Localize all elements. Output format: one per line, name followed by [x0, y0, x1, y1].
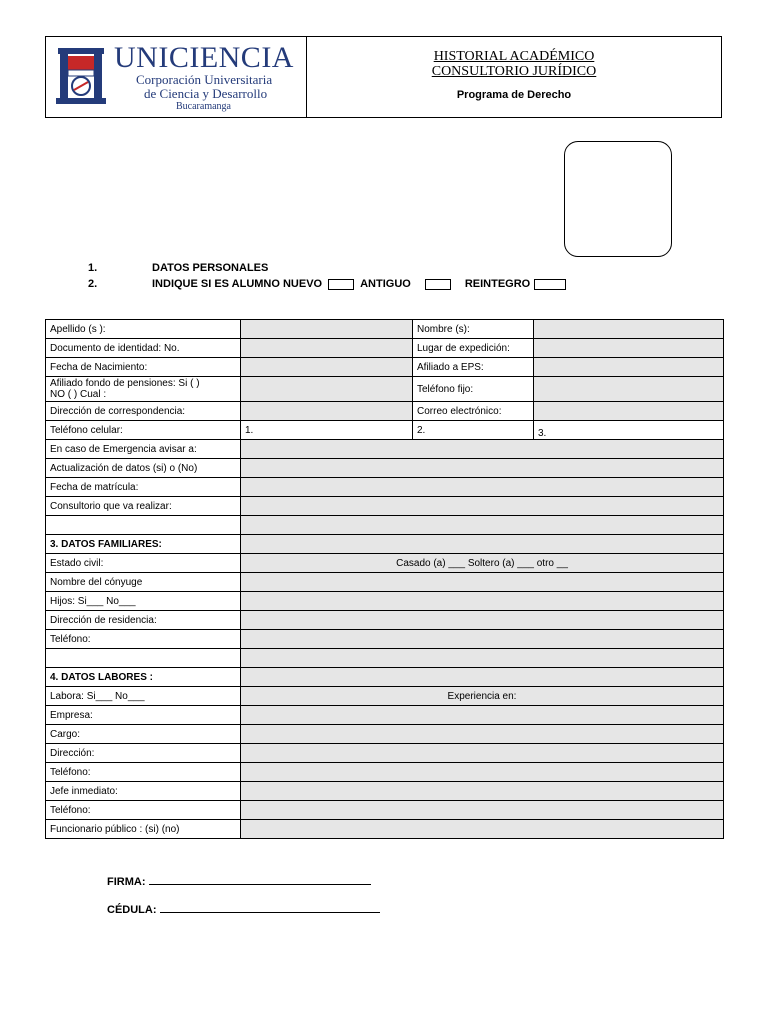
- residencia-label: Dirección de residencia:: [46, 611, 241, 630]
- familiares-heading-field: [241, 535, 724, 554]
- direccion-laboral-label: Dirección:: [46, 744, 241, 763]
- document-title-1: HISTORIAL ACADÉMICO: [433, 49, 595, 64]
- residencia-field[interactable]: [241, 611, 724, 630]
- table-row: [46, 611, 724, 630]
- option-antiguo-label: ANTIGUO: [360, 278, 411, 290]
- brand-text: [114, 43, 294, 113]
- datos-laborales-heading: 4. DATOS LABORES :: [46, 668, 241, 687]
- direccion-field[interactable]: [241, 402, 413, 421]
- direccion-label: Dirección de correspondencia:: [46, 402, 241, 421]
- section-2-line: [152, 278, 572, 290]
- actualizacion-label: Actualización de datos (si) o (No): [46, 459, 241, 478]
- section-1-label: DATOS PERSONALES: [152, 262, 269, 274]
- nombre-label: Nombre (s):: [413, 320, 534, 339]
- celular-1-number: 1.: [245, 424, 254, 436]
- funcionario-field[interactable]: [241, 820, 724, 839]
- telefono-fijo-label: Teléfono fijo:: [413, 377, 534, 402]
- table-row: [46, 630, 724, 649]
- empresa-field[interactable]: [241, 706, 724, 725]
- apellido-field[interactable]: [241, 320, 413, 339]
- telefono-laboral-field[interactable]: [241, 763, 724, 782]
- table-row: [46, 554, 724, 573]
- apellido-label: Apellido (s ):: [46, 320, 241, 339]
- document-header: [45, 36, 722, 118]
- firma-line: [107, 876, 371, 888]
- firma-field[interactable]: [149, 884, 371, 885]
- matricula-label: Fecha de matrícula:: [46, 478, 241, 497]
- lugar-expedicion-field[interactable]: [534, 339, 724, 358]
- brand-name: UNICIENCIA: [114, 41, 294, 74]
- table-row: [46, 649, 724, 668]
- emergencia-label: En caso de Emergencia avisar a:: [46, 440, 241, 459]
- brand-line-1: Corporación Universitaria: [136, 72, 273, 87]
- table-row: [46, 725, 724, 744]
- consultorio-field[interactable]: [241, 497, 724, 516]
- hijos-label: Hijos: Si___ No___: [46, 592, 241, 611]
- documento-label: Documento de identidad: No.: [46, 339, 241, 358]
- hijos-field[interactable]: [241, 592, 724, 611]
- nuevo-checkbox[interactable]: [328, 279, 354, 290]
- blank-field[interactable]: [241, 516, 724, 535]
- table-row: [46, 573, 724, 592]
- telefono-familiar-label: Teléfono:: [46, 630, 241, 649]
- option-nuevo-label: INDIQUE SI ES ALUMNO NUEVO: [152, 278, 323, 290]
- labora-label: Labora: Si___ No___: [46, 687, 241, 706]
- cargo-field[interactable]: [241, 725, 724, 744]
- celular-3-field[interactable]: [534, 421, 724, 440]
- blank-label: [46, 516, 241, 535]
- telefono-jefe-label: Teléfono:: [46, 801, 241, 820]
- nombre-field[interactable]: [534, 320, 724, 339]
- photo-box: [564, 141, 672, 257]
- table-row: [46, 535, 724, 554]
- emergencia-field[interactable]: [241, 440, 724, 459]
- telefono-fijo-field[interactable]: [534, 377, 724, 402]
- table-row: [46, 320, 724, 339]
- telefono-familiar-field[interactable]: [241, 630, 724, 649]
- experiencia-field[interactable]: Experiencia en:: [241, 687, 724, 706]
- pensiones-field[interactable]: [241, 377, 413, 402]
- table-row: [46, 668, 724, 687]
- table-row: [46, 687, 724, 706]
- matricula-field[interactable]: [241, 478, 724, 497]
- cedula-line: [107, 904, 380, 916]
- title-block: [307, 37, 721, 117]
- actualizacion-field[interactable]: [241, 459, 724, 478]
- table-row: [46, 744, 724, 763]
- table-row: [46, 763, 724, 782]
- university-seal-icon: [54, 46, 108, 106]
- laborales-heading-field: [241, 668, 724, 687]
- option-reintegro-label: REINTEGRO: [464, 278, 531, 290]
- cedula-field[interactable]: [160, 912, 380, 913]
- eps-label: Afiliado a EPS:: [413, 358, 534, 377]
- brand-city: Bucaramanga: [176, 101, 231, 112]
- celular-label: Teléfono celular:: [46, 421, 241, 440]
- lugar-expedicion-label: Lugar de expedición:: [413, 339, 534, 358]
- documento-field[interactable]: [241, 339, 413, 358]
- cedula-label: CÉDULA:: [107, 904, 157, 916]
- pensiones-line-1: Afiliado fondo de pensiones: Si ( ): [50, 378, 200, 389]
- table-row: [46, 339, 724, 358]
- blank-label: [46, 649, 241, 668]
- jefe-field[interactable]: [241, 782, 724, 801]
- estado-civil-field[interactable]: Casado (a) ___ Soltero (a) ___ otro __: [241, 554, 724, 573]
- eps-field[interactable]: [534, 358, 724, 377]
- direccion-laboral-field[interactable]: [241, 744, 724, 763]
- pensiones-line-2: NO ( ) Cual :: [50, 389, 107, 400]
- fecha-nacimiento-field[interactable]: [241, 358, 413, 377]
- table-row: [46, 820, 724, 839]
- celular-2-field[interactable]: [413, 421, 534, 440]
- telefono-laboral-label: Teléfono:: [46, 763, 241, 782]
- table-row: [46, 592, 724, 611]
- table-row: [46, 377, 724, 402]
- table-row: [46, 440, 724, 459]
- table-row: [46, 801, 724, 820]
- logo-block: [46, 37, 307, 117]
- table-row: [46, 402, 724, 421]
- blank-field[interactable]: [241, 649, 724, 668]
- consultorio-label: Consultorio que va realizar:: [46, 497, 241, 516]
- datos-familiares-heading: 3. DATOS FAMILIARES:: [46, 535, 241, 554]
- table-row: [46, 421, 724, 440]
- table-row: [46, 478, 724, 497]
- section-2-number: 2.: [88, 278, 98, 290]
- table-row: [46, 497, 724, 516]
- document-title-2: CONSULTORIO JURÍDICO: [431, 64, 597, 79]
- funcionario-label: Funcionario público : (si) (no): [46, 820, 241, 839]
- table-row: [46, 358, 724, 377]
- program-name: Programa de Derecho: [456, 89, 572, 101]
- table-row: [46, 459, 724, 478]
- brand-line-2: de Ciencia y Desarrollo: [144, 86, 268, 101]
- conyuge-field[interactable]: [241, 573, 724, 592]
- correo-label: Correo electrónico:: [413, 402, 534, 421]
- correo-field[interactable]: [534, 402, 724, 421]
- celular-3-number: 3.: [538, 428, 547, 439]
- celular-1-field[interactable]: [241, 421, 413, 440]
- celular-2-number: 2.: [417, 424, 426, 436]
- empresa-label: Empresa:: [46, 706, 241, 725]
- firma-label: FIRMA:: [107, 876, 146, 888]
- estado-civil-label: Estado civil:: [46, 554, 241, 573]
- jefe-label: Jefe inmediato:: [46, 782, 241, 801]
- telefono-jefe-field[interactable]: [241, 801, 724, 820]
- reintegro-checkbox[interactable]: [534, 279, 566, 290]
- fecha-nacimiento-label: Fecha de Nacimiento:: [46, 358, 241, 377]
- cargo-label: Cargo:: [46, 725, 241, 744]
- conyuge-label: Nombre del cónyuge: [46, 573, 241, 592]
- form-table: [45, 319, 724, 839]
- section-1-number: 1.: [88, 262, 98, 274]
- table-row: [46, 782, 724, 801]
- pensiones-label: [46, 377, 241, 402]
- table-row: [46, 706, 724, 725]
- antiguo-checkbox[interactable]: [425, 279, 451, 290]
- table-row: [46, 516, 724, 535]
